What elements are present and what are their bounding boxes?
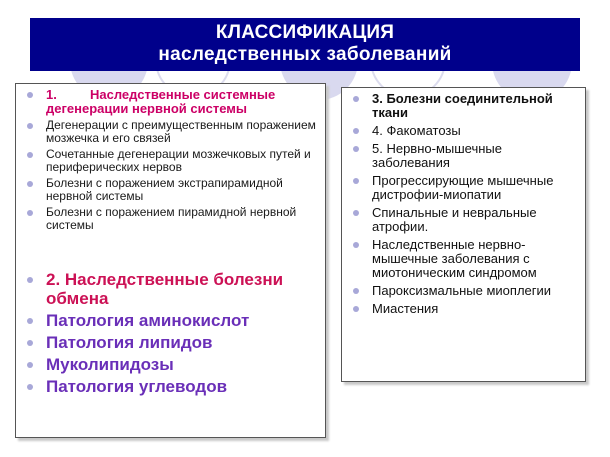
bullet-icon bbox=[27, 362, 33, 368]
list-item bbox=[350, 206, 579, 234]
section-heading: 2. Наследственные болезни обмена bbox=[46, 270, 284, 308]
list-item bbox=[350, 174, 579, 202]
section-number: 1. bbox=[46, 87, 57, 102]
bullet-icon bbox=[353, 306, 359, 312]
list-item-text: Патология липидов bbox=[46, 333, 213, 352]
list-item bbox=[24, 119, 319, 145]
list-item bbox=[24, 311, 319, 330]
list-item bbox=[24, 177, 319, 203]
list-item-text: Прогрессирующие мышечные дистрофии-миопатии bbox=[372, 173, 554, 202]
list-item bbox=[24, 355, 319, 374]
list-item-section-2-heading bbox=[24, 270, 319, 308]
bullet-icon bbox=[353, 146, 359, 152]
list-item-text: Сочетанные дегенерации мозжечковых путей и периферических нервов bbox=[46, 147, 311, 174]
list-item bbox=[350, 284, 579, 298]
bullet-icon bbox=[27, 152, 33, 158]
bullet-icon bbox=[353, 210, 359, 216]
title-line-1: КЛАССИФИКАЦИЯ bbox=[215, 22, 395, 43]
right-panel bbox=[341, 87, 586, 382]
list-item-text: Наследственные нервно-мышечные заболевания с миотоническим синдромом bbox=[372, 237, 537, 280]
list-item-section-3-heading bbox=[350, 92, 579, 120]
list-item-text: Болезни с поражением пирамидной нервной системы bbox=[46, 205, 297, 232]
bullet-icon bbox=[27, 181, 33, 187]
list-item-text: Муколипидозы bbox=[46, 355, 174, 374]
bullet-icon bbox=[27, 277, 33, 283]
bullet-icon bbox=[27, 340, 33, 346]
list-item bbox=[24, 148, 319, 174]
list-item bbox=[24, 206, 319, 232]
list-item bbox=[24, 333, 319, 352]
left-panel bbox=[15, 83, 326, 438]
list-item-section-1-heading bbox=[24, 88, 319, 116]
bullet-icon bbox=[27, 318, 33, 324]
metabolic-diseases-list bbox=[24, 270, 319, 396]
list-item-text: Патология аминокислот bbox=[46, 311, 250, 330]
list-item bbox=[24, 377, 319, 396]
bullet-icon bbox=[353, 178, 359, 184]
bullet-icon bbox=[353, 242, 359, 248]
bullet-icon bbox=[27, 210, 33, 216]
list-item-text: Патология углеводов bbox=[46, 377, 228, 396]
list-item bbox=[350, 302, 579, 316]
list-item-text: Пароксизмальные миоплегии bbox=[372, 283, 552, 298]
list-item-text: Спинальные и невральные атрофии. bbox=[372, 205, 537, 234]
list-item-text: Миастения bbox=[372, 301, 439, 316]
bullet-icon bbox=[353, 128, 359, 134]
list-item-text: Болезни с поражением экстрапирамидной нервной системы bbox=[46, 176, 283, 203]
title-banner bbox=[30, 18, 580, 71]
list-item bbox=[350, 238, 579, 280]
bullet-icon bbox=[27, 92, 33, 98]
bullet-icon bbox=[353, 288, 359, 294]
list-item-text: Дегенерации с преимущественным поражением мозжечка и его связей bbox=[46, 118, 316, 145]
list-item bbox=[350, 142, 579, 170]
list-item-text: 5. Нервно-мышечные заболевания bbox=[372, 141, 502, 170]
bullet-icon bbox=[27, 384, 33, 390]
section-heading: 3. Болезни соединительной ткани bbox=[372, 91, 553, 120]
section-heading: Наследственные системные дегенерации нервной системы bbox=[46, 87, 276, 116]
hereditary-degenerations-list bbox=[24, 88, 319, 232]
list-item bbox=[350, 124, 579, 138]
title-line-2: наследственных заболеваний bbox=[158, 44, 452, 65]
other-diseases-list bbox=[350, 92, 579, 316]
bullet-icon bbox=[353, 96, 359, 102]
bullet-icon bbox=[27, 123, 33, 129]
list-item-text: 4. Факоматозы bbox=[372, 123, 461, 138]
